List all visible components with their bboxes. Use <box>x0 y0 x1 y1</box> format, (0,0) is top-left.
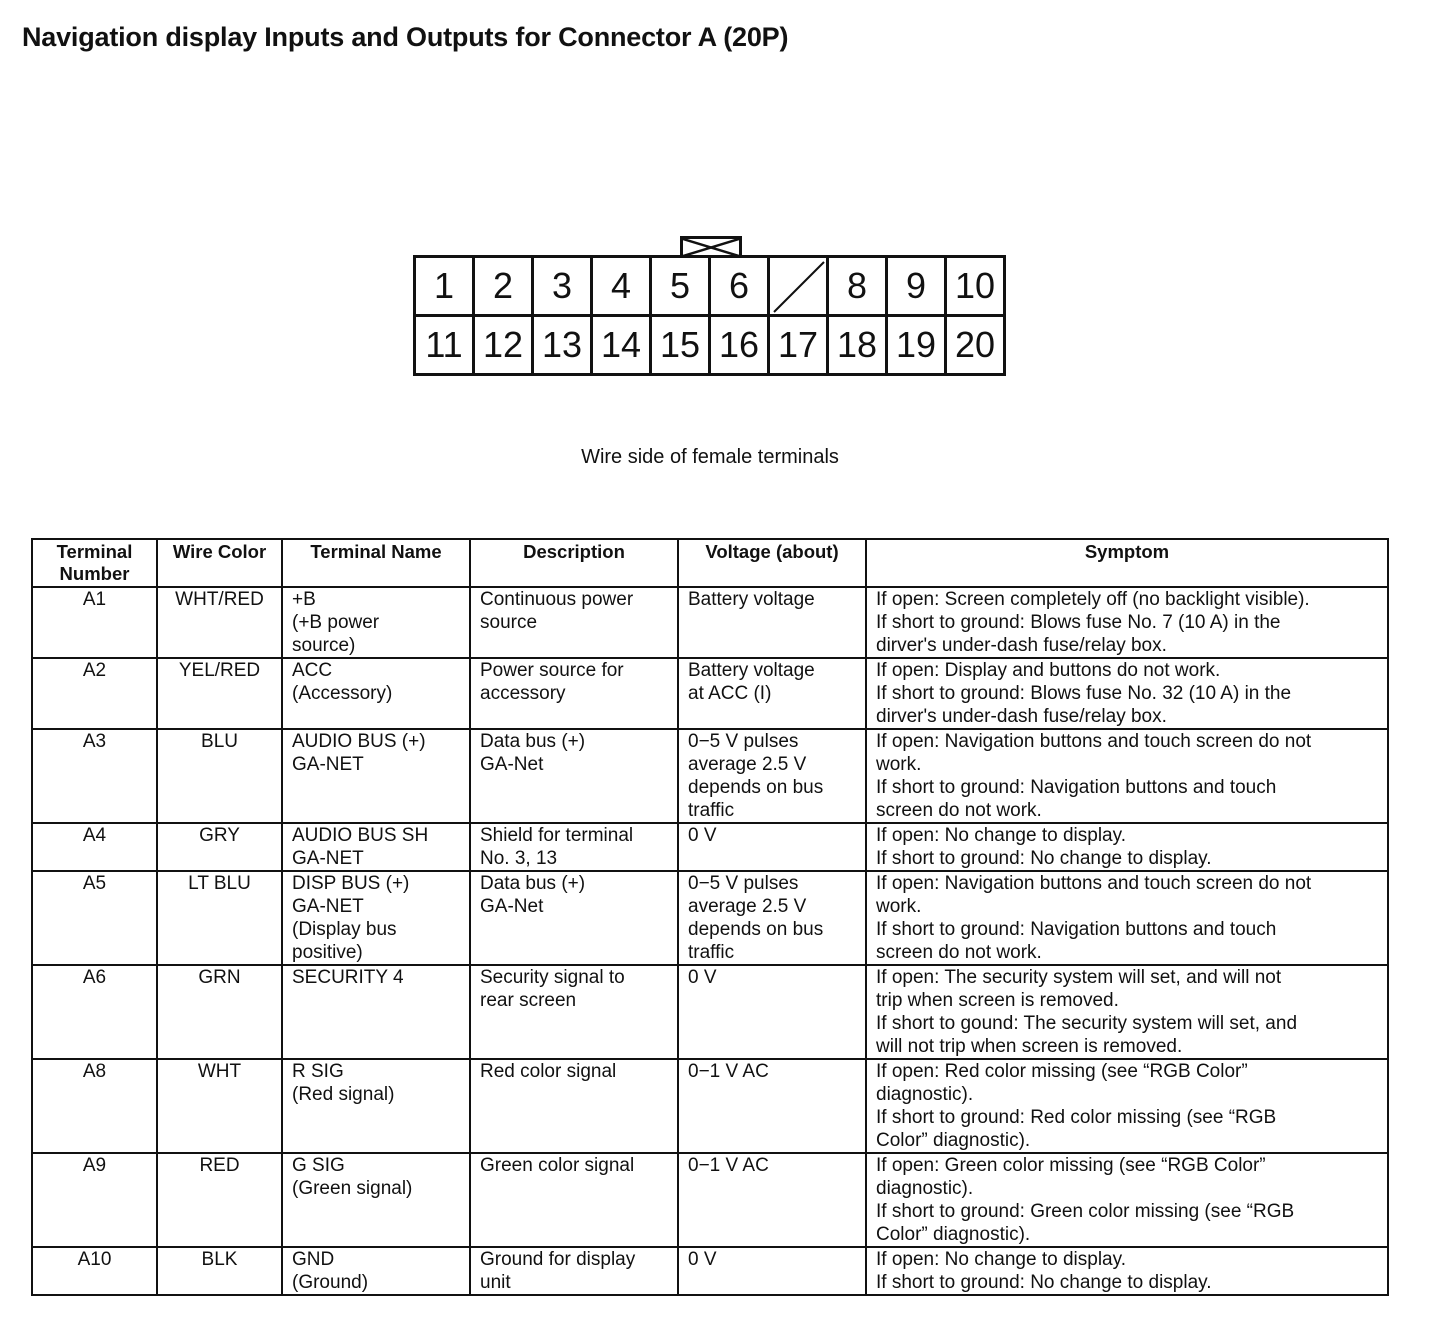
connector-pin: 19 <box>888 317 947 376</box>
voltage-line: 0−1 V AC <box>688 1061 769 1082</box>
terminal-number-cell: A10 <box>32 1247 157 1295</box>
voltage-line: Battery voltage <box>688 660 815 681</box>
connector-pin: 3 <box>534 258 593 317</box>
description-cell <box>470 823 678 871</box>
terminal-name-line: GND <box>292 1249 335 1270</box>
voltage-cell <box>678 965 866 1059</box>
symptom-line: If open: Green color missing (see “RGB Color” <box>876 1155 1266 1176</box>
terminal-number-cell: A2 <box>32 658 157 729</box>
voltage-line: traffic <box>688 800 735 821</box>
symptom-line: screen do not work. <box>876 800 1042 821</box>
header-terminal-name: Terminal Name <box>282 539 470 587</box>
symptom-line: If short to ground: Blows fuse No. 32 (10 A) in the <box>876 683 1292 704</box>
symptom-cell <box>866 587 1388 658</box>
connector-pin: 16 <box>711 317 770 376</box>
voltage-line: average 2.5 V <box>688 754 807 775</box>
voltage-line: average 2.5 V <box>688 896 807 917</box>
terminal-name-line: (Red signal) <box>292 1084 395 1105</box>
symptom-line: If open: Screen completely off (no backlight visible). <box>876 589 1310 610</box>
description-line: Power source for <box>480 660 624 681</box>
connector-pin: 5 <box>652 258 711 317</box>
wire-color-cell: LT BLU <box>157 871 282 965</box>
description-line: unit <box>480 1272 511 1293</box>
terminal-name-line: GA-NET <box>292 896 364 917</box>
terminal-name-line: (+B power <box>292 612 380 633</box>
voltage-line: 0 V <box>688 825 717 846</box>
terminal-name-line: GA-NET <box>292 754 364 775</box>
connector-pin: 1 <box>416 258 475 317</box>
symptom-line: If open: Navigation buttons and touch screen do not <box>876 731 1312 752</box>
terminal-name-line: (Display bus <box>292 919 397 940</box>
description-line: rear screen <box>480 990 577 1011</box>
symptom-line: work. <box>876 896 922 917</box>
table-row <box>32 965 1388 1059</box>
voltage-line: depends on bus <box>688 777 824 798</box>
description-line: No. 3, 13 <box>480 848 558 869</box>
symptom-cell <box>866 1247 1388 1295</box>
connector-pin: 9 <box>888 258 947 317</box>
connector-pin: 13 <box>534 317 593 376</box>
terminal-name-line: positive) <box>292 942 363 963</box>
description-line: Ground for display <box>480 1249 636 1270</box>
wire-color-cell: YEL/RED <box>157 658 282 729</box>
connector-pin: 8 <box>829 258 888 317</box>
symptom-line: If short to ground: Blows fuse No. 7 (10 A) in the <box>876 612 1281 633</box>
terminal-name-line: G SIG <box>292 1155 345 1176</box>
wire-color-cell: WHT <box>157 1059 282 1153</box>
symptom-line: If short to ground: Red color missing (see “RGB <box>876 1107 1277 1128</box>
description-line: source <box>480 612 538 633</box>
header-description: Description <box>470 539 678 587</box>
connector-pin: 12 <box>475 317 534 376</box>
wire-color-cell: RED <box>157 1153 282 1247</box>
symptom-line: Color” diagnostic). <box>876 1130 1031 1151</box>
symptom-cell <box>866 965 1388 1059</box>
terminal-number-cell: A6 <box>32 965 157 1059</box>
description-cell <box>470 658 678 729</box>
symptom-line: If short to ground: Navigation buttons and touch <box>876 777 1277 798</box>
wire-color-cell: BLK <box>157 1247 282 1295</box>
description-cell <box>470 729 678 823</box>
wire-color-cell: BLU <box>157 729 282 823</box>
terminal-name-cell <box>282 965 470 1059</box>
connector-pin: 14 <box>593 317 652 376</box>
terminal-name-line: AUDIO BUS SH <box>292 825 429 846</box>
voltage-cell <box>678 729 866 823</box>
symptom-line: dirver's under-dash fuse/relay box. <box>876 635 1167 656</box>
terminal-number-cell: A5 <box>32 871 157 965</box>
symptom-line: If open: Display and buttons do not work. <box>876 660 1221 681</box>
voltage-cell <box>678 1153 866 1247</box>
terminal-name-cell <box>282 1059 470 1153</box>
terminal-number-cell: A8 <box>32 1059 157 1153</box>
voltage-line: depends on bus <box>688 919 824 940</box>
terminal-name-line: (Ground) <box>292 1272 369 1293</box>
description-line: Data bus (+) <box>480 731 586 752</box>
description-line: Green color signal <box>480 1155 635 1176</box>
description-line: Shield for terminal <box>480 825 634 846</box>
symptom-line: screen do not work. <box>876 942 1042 963</box>
description-line: GA-Net <box>480 754 544 775</box>
description-line: accessory <box>480 683 566 704</box>
header-symptom: Symptom <box>866 539 1388 587</box>
terminal-name-line: AUDIO BUS (+) <box>292 731 426 752</box>
terminal-name-cell <box>282 1247 470 1295</box>
table-row <box>32 1153 1388 1247</box>
connector-pin: 4 <box>593 258 652 317</box>
connector-diagram <box>413 236 1007 376</box>
connector-pin: 17 <box>770 317 829 376</box>
connector-pin: 2 <box>475 258 534 317</box>
io-table <box>31 538 1389 1296</box>
symptom-cell <box>866 1153 1388 1247</box>
wire-color-cell: WHT/RED <box>157 587 282 658</box>
symptom-cell <box>866 871 1388 965</box>
table-header-row <box>32 539 1388 587</box>
terminal-number-cell: A1 <box>32 587 157 658</box>
voltage-cell <box>678 1059 866 1153</box>
description-line: Continuous power <box>480 589 634 610</box>
symptom-line: trip when screen is removed. <box>876 990 1119 1011</box>
terminal-name-cell <box>282 871 470 965</box>
table-row <box>32 1059 1388 1153</box>
voltage-line: at ACC (I) <box>688 683 772 704</box>
description-cell <box>470 1247 678 1295</box>
voltage-cell <box>678 871 866 965</box>
terminal-name-cell <box>282 1153 470 1247</box>
terminal-name-line: ACC <box>292 660 333 681</box>
header-wire-color: Wire Color <box>157 539 282 587</box>
voltage-line: 0 V <box>688 967 717 988</box>
terminal-name-line: source) <box>292 635 356 656</box>
terminal-name-line: DISP BUS (+) <box>292 873 410 894</box>
voltage-cell <box>678 823 866 871</box>
symptom-line: If short to ground: No change to display. <box>876 1272 1212 1293</box>
symptom-line: If open: No change to display. <box>876 825 1126 846</box>
terminal-name-cell <box>282 823 470 871</box>
symptom-line: If short to ground: Navigation buttons and touch <box>876 919 1277 940</box>
connector-pin: 15 <box>652 317 711 376</box>
table-row <box>32 823 1388 871</box>
description-line: GA-Net <box>480 896 544 917</box>
connector-pin: 6 <box>711 258 770 317</box>
symptom-line: work. <box>876 754 922 775</box>
symptom-line: If short to ground: No change to display. <box>876 848 1212 869</box>
voltage-line: 0 V <box>688 1249 717 1270</box>
symptom-line: If open: Navigation buttons and touch screen do not <box>876 873 1312 894</box>
table-row <box>32 658 1388 729</box>
description-cell <box>470 1153 678 1247</box>
connector-pin-unused <box>770 258 829 317</box>
connector-pin: 20 <box>947 317 1006 376</box>
voltage-line: 0−5 V pulses <box>688 873 799 894</box>
wire-color-cell: GRY <box>157 823 282 871</box>
terminal-name-line: R SIG <box>292 1061 344 1082</box>
wire-color-cell: GRN <box>157 965 282 1059</box>
terminal-name-cell <box>282 729 470 823</box>
symptom-cell <box>866 658 1388 729</box>
description-cell <box>470 965 678 1059</box>
symptom-cell <box>866 729 1388 823</box>
description-cell <box>470 587 678 658</box>
connector-lock-tab <box>680 236 742 256</box>
symptom-line: If open: Red color missing (see “RGB Color” <box>876 1061 1248 1082</box>
table-row <box>32 1247 1388 1295</box>
symptom-line: If open: No change to display. <box>876 1249 1126 1270</box>
voltage-line: 0−1 V AC <box>688 1155 769 1176</box>
connector-pin: 11 <box>416 317 475 376</box>
header-terminal-number: Terminal Number <box>32 539 157 587</box>
description-line: Security signal to <box>480 967 625 988</box>
symptom-line: dirver's under-dash fuse/relay box. <box>876 706 1167 727</box>
symptom-line: If open: The security system will set, and will not <box>876 967 1282 988</box>
table-row <box>32 729 1388 823</box>
connector-caption: Wire side of female terminals <box>581 446 839 468</box>
description-cell <box>470 1059 678 1153</box>
symptom-cell <box>866 823 1388 871</box>
page-title: Navigation display Inputs and Outputs for Connector A (20P) <box>22 22 789 52</box>
terminal-name-line: +B <box>292 589 316 610</box>
terminal-name-line: GA-NET <box>292 848 364 869</box>
voltage-line: Battery voltage <box>688 589 815 610</box>
symptom-line: diagnostic). <box>876 1084 974 1105</box>
terminal-name-cell <box>282 658 470 729</box>
terminal-name-line: (Accessory) <box>292 683 393 704</box>
terminal-name-cell <box>282 587 470 658</box>
voltage-cell <box>678 587 866 658</box>
table-row <box>32 587 1388 658</box>
voltage-line: 0−5 V pulses <box>688 731 799 752</box>
connector-pin-grid <box>413 255 1006 376</box>
voltage-cell <box>678 658 866 729</box>
symptom-line: If short to gound: The security system will set, and <box>876 1013 1298 1034</box>
symptom-line: will not trip when screen is removed. <box>876 1036 1183 1057</box>
connector-pin: 10 <box>947 258 1006 317</box>
voltage-cell <box>678 1247 866 1295</box>
voltage-line: traffic <box>688 942 735 963</box>
symptom-cell <box>866 1059 1388 1153</box>
terminal-number-cell: A9 <box>32 1153 157 1247</box>
symptom-line: If short to ground: Green color missing (see “RGB <box>876 1201 1295 1222</box>
terminal-name-line: SECURITY 4 <box>292 967 404 988</box>
terminal-number-cell: A3 <box>32 729 157 823</box>
terminal-name-line: (Green signal) <box>292 1178 413 1199</box>
connector-pin: 18 <box>829 317 888 376</box>
description-cell <box>470 871 678 965</box>
terminal-number-cell: A4 <box>32 823 157 871</box>
description-line: Red color signal <box>480 1061 617 1082</box>
symptom-line: diagnostic). <box>876 1178 974 1199</box>
table-row <box>32 871 1388 965</box>
description-line: Data bus (+) <box>480 873 586 894</box>
symptom-line: Color” diagnostic). <box>876 1224 1031 1245</box>
header-voltage: Voltage (about) <box>678 539 866 587</box>
